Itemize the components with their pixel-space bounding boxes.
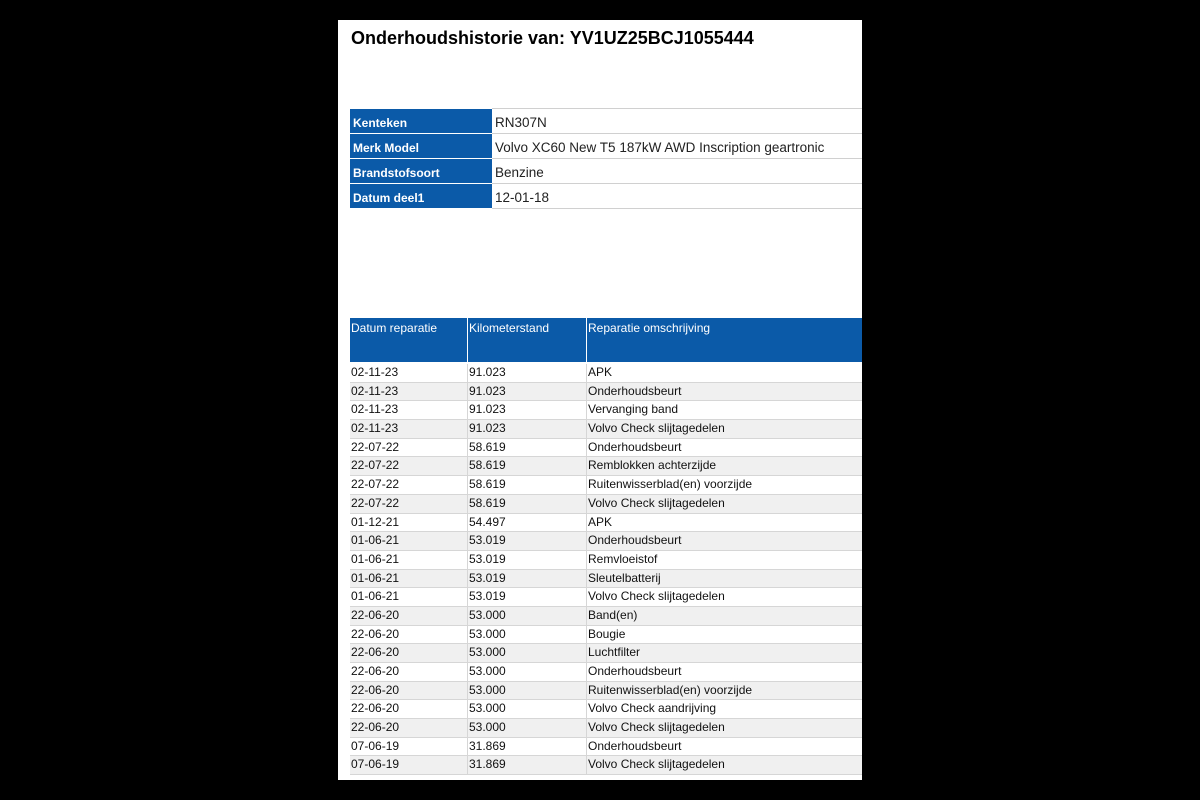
cell-description: Onderhoudsbeurt: [588, 383, 682, 398]
vehicle-info-row: [350, 159, 862, 184]
table-row: [350, 401, 862, 420]
cell-description: Volvo Check slijtagedelen: [588, 495, 725, 510]
table-row: [350, 588, 862, 607]
cell-date: 22-06-20: [350, 626, 468, 644]
cell-description: APK: [588, 514, 613, 529]
table-row: [350, 364, 862, 383]
table-row: [350, 682, 862, 701]
cell-date: 22-07-22: [350, 476, 468, 494]
cell-mileage: 58.619: [468, 439, 587, 457]
cell-date: 07-06-19: [350, 756, 468, 774]
cell-mileage: 53.000: [468, 700, 587, 718]
cell-description: Volvo Check slijtagedelen: [588, 720, 725, 735]
cell-mileage: 58.619: [468, 495, 587, 513]
table-row: [350, 700, 862, 719]
cell-mileage: 58.619: [468, 457, 587, 475]
vehicle-info-table: [350, 108, 862, 209]
cell-date: 22-07-22: [350, 457, 468, 475]
cell-description: Remblokken achterzijde: [588, 458, 717, 473]
cell-description: Sleutelbatterij: [588, 570, 661, 585]
cell-mileage: 54.497: [468, 514, 587, 532]
cell-date: 01-12-21: [350, 514, 468, 532]
cell-description: Remvloeistof: [588, 551, 658, 566]
info-value-datum-deel1: 12-01-18: [492, 184, 862, 209]
table-row: [350, 551, 862, 570]
cell-mileage: 53.000: [468, 682, 587, 700]
table-row: [350, 514, 862, 533]
cell-description: Onderhoudsbeurt: [588, 664, 682, 678]
info-label-datum-deel1: Datum deel1: [350, 184, 492, 209]
cell-mileage: 53.000: [468, 644, 587, 662]
cell-date: 01-06-21: [350, 551, 468, 569]
cell-mileage: 31.869: [468, 738, 587, 756]
table-row: [350, 756, 862, 775]
cell-description: Volvo Check slijtagedelen: [588, 421, 725, 436]
cell-date: 02-11-23: [350, 364, 468, 382]
cell-date: 01-06-21: [350, 570, 468, 588]
table-row: [350, 644, 862, 663]
cell-description: Ruitenwisserblad(en) voorzijde: [588, 682, 753, 697]
cell-date: 07-06-19: [350, 738, 468, 756]
table-row: [350, 439, 862, 458]
table-row: [350, 738, 862, 757]
history-table-body: [350, 364, 862, 775]
table-row: [350, 626, 862, 645]
table-row: [350, 383, 862, 402]
cell-date: 22-06-20: [350, 700, 468, 718]
cell-mileage: 53.019: [468, 588, 587, 606]
cell-mileage: 53.000: [468, 719, 587, 737]
cell-date: 22-06-20: [350, 719, 468, 737]
table-row: [350, 457, 862, 476]
document-page: [338, 20, 862, 780]
cell-description: Band(en): [588, 607, 638, 622]
cell-mileage: 91.023: [468, 383, 587, 401]
table-row: [350, 495, 862, 514]
page-title: Onderhoudshistorie van: YV1UZ25BCJ1055444: [351, 28, 754, 48]
cell-description: Volvo Check slijtagedelen: [588, 589, 725, 604]
cell-date: 01-06-21: [350, 588, 468, 606]
info-value-merk-model: Volvo XC60 New T5 187kW AWD Inscription geartronic: [492, 134, 862, 159]
cell-mileage: 53.019: [468, 532, 587, 550]
cell-mileage: 58.619: [468, 476, 587, 494]
table-row: [350, 570, 862, 589]
cell-date: 22-06-20: [350, 682, 468, 700]
cell-mileage: 53.019: [468, 551, 587, 569]
cell-mileage: 91.023: [468, 401, 587, 419]
info-value-kenteken: RN307N: [492, 109, 862, 134]
table-row: [350, 420, 862, 439]
cell-description: Ruitenwisserblad(en) voorzijde: [588, 477, 753, 492]
cell-mileage: 53.000: [468, 626, 587, 644]
cell-description: Bougie: [588, 626, 626, 641]
cell-description: Volvo Check slijtagedelen: [588, 757, 725, 772]
info-value-brandstofsoort: Benzine: [492, 159, 862, 184]
cell-description: Vervanging band: [588, 402, 679, 417]
cell-date: 01-06-21: [350, 532, 468, 550]
cell-description: Volvo Check aandrijving: [588, 701, 717, 716]
cell-mileage: 31.869: [468, 756, 587, 774]
cell-description: Onderhoudsbeurt: [588, 439, 682, 454]
column-header-mileage: Kilometerstand: [468, 318, 587, 362]
cell-date: 02-11-23: [350, 401, 468, 419]
cell-date: 22-07-22: [350, 495, 468, 513]
column-header-description: Reparatie omschrijving: [588, 321, 711, 335]
table-row: [350, 607, 862, 626]
cell-date: 22-06-20: [350, 663, 468, 681]
table-row: [350, 532, 862, 551]
cell-date: 22-06-20: [350, 644, 468, 662]
cell-date: 22-07-22: [350, 439, 468, 457]
cell-description: Onderhoudsbeurt: [588, 533, 682, 548]
cell-date: 02-11-23: [350, 420, 468, 438]
cell-mileage: 53.019: [468, 570, 587, 588]
table-row: [350, 663, 862, 682]
cell-mileage: 91.023: [468, 420, 587, 438]
cell-description: APK: [588, 365, 613, 379]
cell-date: 02-11-23: [350, 383, 468, 401]
cell-date: 22-06-20: [350, 607, 468, 625]
vehicle-info-row: [350, 109, 862, 134]
vehicle-info-row: [350, 134, 862, 159]
cell-description: Luchtfilter: [588, 645, 641, 660]
table-row: [350, 719, 862, 738]
cell-mileage: 53.000: [468, 663, 587, 681]
cell-mileage: 91.023: [468, 364, 587, 382]
history-table-header: [350, 318, 862, 362]
cell-description: Onderhoudsbeurt: [588, 738, 682, 753]
info-label-merk-model: Merk Model: [350, 134, 492, 159]
column-header-date: Datum reparatie: [350, 318, 468, 362]
cell-mileage: 53.000: [468, 607, 587, 625]
vehicle-info-row: [350, 184, 862, 209]
table-row: [350, 476, 862, 495]
info-label-kenteken: Kenteken: [350, 109, 492, 134]
info-label-brandstofsoort: Brandstofsoort: [350, 159, 492, 184]
